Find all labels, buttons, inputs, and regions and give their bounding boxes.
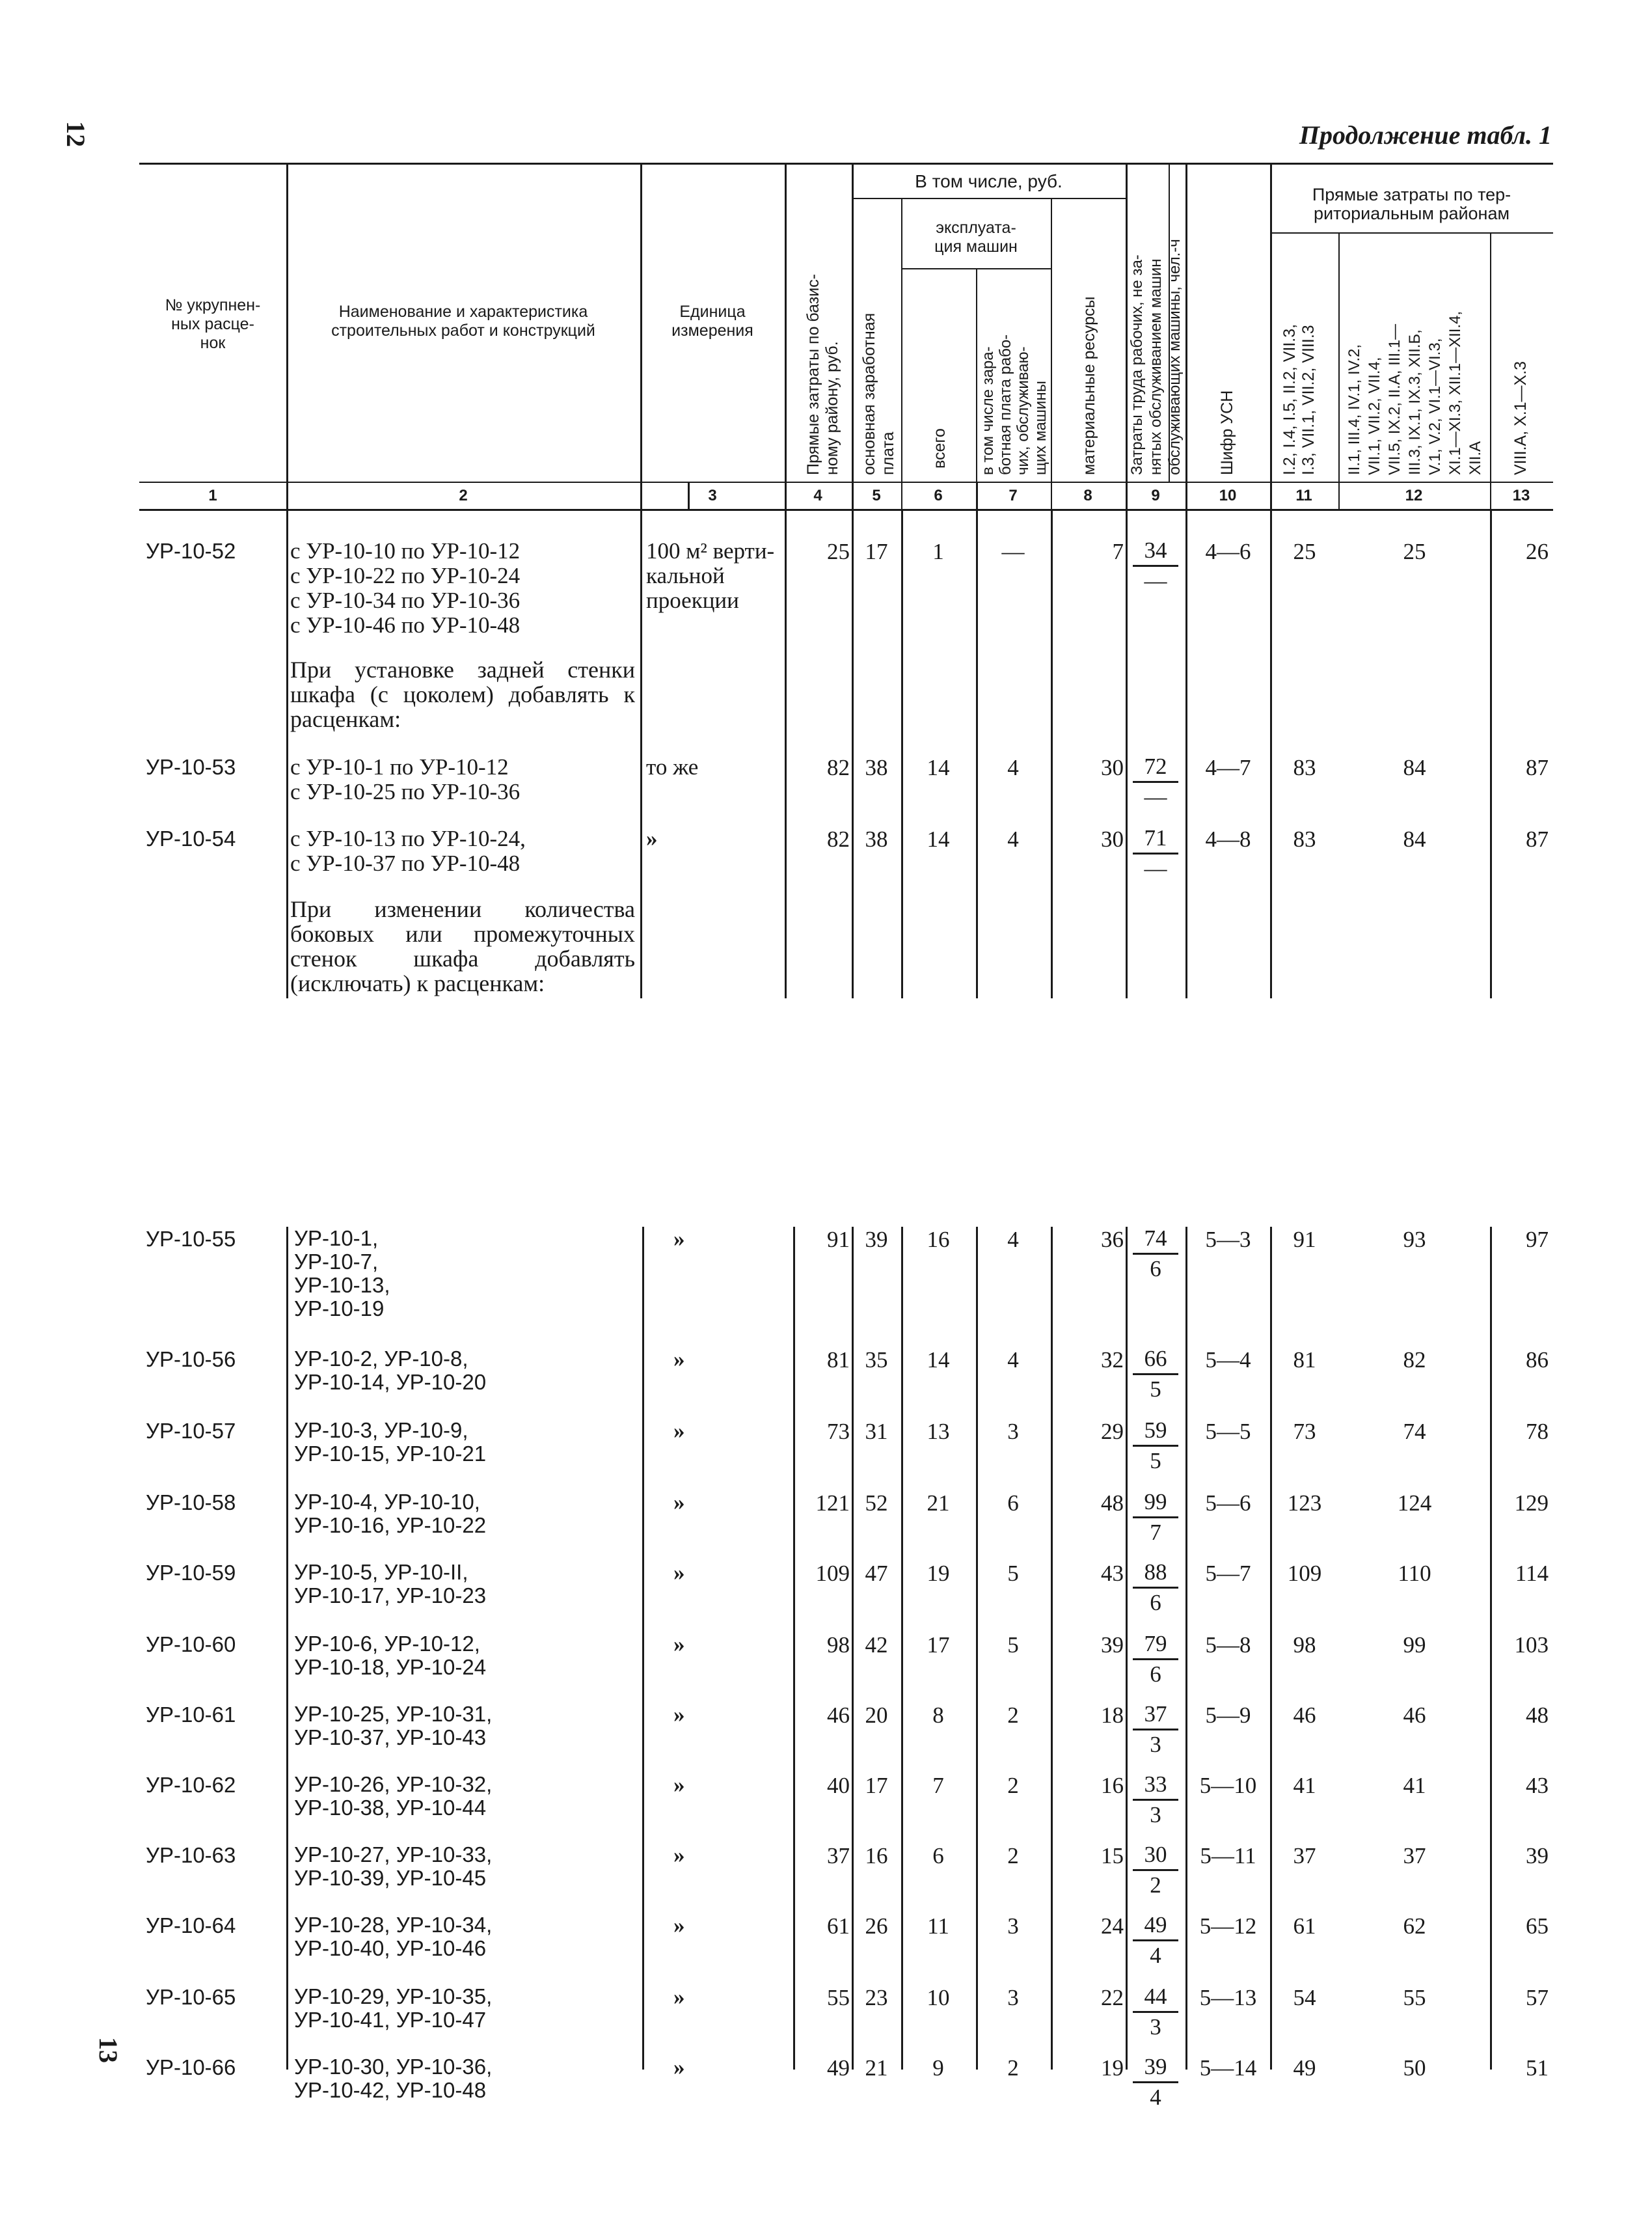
cell-c10: 5—4 [1205, 1347, 1251, 1373]
labor-machinists: — [1144, 784, 1167, 810]
cell-c13: 87 [1526, 755, 1549, 780]
unit-of-measure: » [673, 1347, 685, 1372]
header-col5: основная заработная плата [860, 312, 897, 475]
header-col8: материальные ресурсы [1080, 296, 1098, 475]
cell-c13: 103 [1514, 1632, 1549, 1658]
cell-c8: 36 [1101, 1227, 1124, 1252]
cell-c12: 46 [1403, 1703, 1426, 1728]
header-vline [1185, 164, 1187, 509]
column-line [976, 483, 978, 510]
rate-code: УР-10-61 [146, 1703, 236, 1727]
cell-c6: 17 [927, 1632, 950, 1658]
cell-c6: 14 [927, 755, 950, 780]
column-line [1126, 1227, 1128, 2070]
labor-workers: 30 [1144, 1842, 1167, 1867]
cell-c13: 97 [1526, 1227, 1549, 1252]
cell-c8: 30 [1101, 827, 1124, 852]
labor-workers: 88 [1144, 1559, 1167, 1585]
cell-c5: 52 [865, 1490, 888, 1516]
work-description: УР-10-5, УР-10-II, УР-10-17, УР-10-23 [294, 1560, 487, 1607]
header-col12: II.1, III.4, IV.1, IV.2, VII.1, VII.2, VII.4, VII.5, IX.2, II.A, III.1— III.3, IX.1, IX.3, XII.Б, V.1, V.2, VI.1—VI.3, XI.1—XI.3, XII.1—XII.4, XII.A [1346, 310, 1484, 475]
cell-c4: 40 [827, 1773, 850, 1798]
cell-c6: 19 [927, 1561, 950, 1586]
unit-of-measure: » [673, 1702, 685, 1727]
cell-c12: 93 [1403, 1227, 1426, 1252]
cell-c12: 124 [1397, 1490, 1432, 1516]
cell-c5: 21 [865, 2055, 888, 2081]
unit-of-measure: то же [646, 754, 699, 780]
work-description: УР-10-1, УР-10-7, УР-10-13, УР-10-19 [294, 1226, 390, 1320]
incl-group-rule [852, 198, 1126, 199]
cell-c6: 21 [927, 1490, 950, 1516]
column-line [286, 510, 288, 998]
cell-c11: 83 [1293, 827, 1316, 852]
labor-machinists: 7 [1150, 1520, 1161, 1545]
cell-c4: 82 [827, 827, 850, 852]
cell-c8: 16 [1101, 1773, 1124, 1798]
cell-c8: 39 [1101, 1632, 1124, 1658]
cell-c12: 25 [1403, 539, 1426, 564]
cell-c5: 47 [865, 1561, 888, 1586]
column-line [976, 510, 978, 998]
cell-c7: 3 [1007, 1419, 1019, 1444]
cell-c7: 5 [1007, 1561, 1019, 1586]
unit-of-measure: » [673, 2055, 685, 2080]
labor-machinists: 4 [1150, 2085, 1161, 2110]
note-back-wall: При установке задней стенки шкафа (с цоколем) добавлять к расценкам: [290, 657, 635, 732]
cell-c10: 5—7 [1205, 1561, 1251, 1586]
labor-cost-fraction [1130, 536, 1182, 595]
labor-cost-fraction [1130, 1224, 1182, 1283]
column-line [1126, 510, 1128, 998]
cell-c12: 99 [1403, 1632, 1426, 1658]
cell-c11: 73 [1293, 1419, 1316, 1444]
cell-c4: 121 [815, 1490, 850, 1516]
work-description: УР-10-30, УР-10-36, УР-10-42, УР-10-48 [294, 2055, 493, 2102]
header-group-incl: В том числе, руб. [915, 171, 1063, 191]
labor-machinists: 3 [1150, 1802, 1161, 1827]
cell-c12: 82 [1403, 1347, 1426, 1373]
cell-c13: 51 [1526, 2055, 1549, 2081]
cell-c8: 22 [1101, 1985, 1124, 2010]
cell-c6: 11 [927, 1913, 949, 1939]
header-col13: VIII.A, X.1—X.3 [1511, 361, 1530, 475]
cell-c4: 82 [827, 755, 850, 780]
labor-machinists: 3 [1150, 1732, 1161, 1757]
unit-of-measure: 100 м² верти- кальной проекции [646, 538, 775, 613]
regions-group-rule [1270, 232, 1553, 234]
cell-c11: 41 [1293, 1773, 1316, 1798]
column-number: 9 [1151, 487, 1160, 504]
column-number: 4 [813, 487, 822, 504]
cell-c4: 37 [827, 1843, 850, 1868]
header-col4: Прямые затраты по базис- ному району, руб. [804, 273, 841, 475]
labor-workers: 71 [1144, 825, 1167, 851]
cell-c8: 43 [1101, 1561, 1124, 1586]
labor-workers: 44 [1144, 1984, 1167, 2009]
labor-workers: 79 [1144, 1631, 1167, 1656]
column-line [286, 1227, 288, 2070]
labor-workers: 66 [1144, 1346, 1167, 1371]
cell-c10: 5—13 [1199, 1985, 1257, 2010]
cell-c10: 4—7 [1205, 755, 1251, 780]
rate-code: УР-10-64 [146, 1913, 236, 1937]
labor-workers: 59 [1144, 1417, 1167, 1443]
labor-machinists: 6 [1150, 1590, 1161, 1615]
cell-c10: 5—5 [1205, 1419, 1251, 1444]
cell-c5: 31 [865, 1419, 888, 1444]
cell-c11: 109 [1287, 1561, 1322, 1586]
cell-c12: 84 [1403, 827, 1426, 852]
column-number: 12 [1405, 487, 1423, 504]
column-number: 10 [1219, 487, 1237, 504]
column-number: 3 [708, 487, 717, 504]
continuation-title: Продолжение табл. 1 [1299, 120, 1552, 150]
rate-code: УР-10-57 [146, 1419, 236, 1443]
cell-c5: 35 [865, 1347, 888, 1373]
header-col9: Затраты труда рабочих, не за- нятых обслуживанием машин обслуживающих машины, чел.-ч [1128, 239, 1184, 475]
cell-c12: 74 [1403, 1419, 1426, 1444]
unit-of-measure: » [673, 1984, 685, 2010]
cell-c4: 55 [827, 1985, 850, 2010]
labor-machinists: — [1144, 568, 1167, 594]
cell-c7: 4 [1007, 827, 1019, 852]
column-number: 6 [934, 487, 943, 504]
labor-cost-fraction [1130, 1700, 1182, 1759]
cell-c4: 49 [827, 2055, 850, 2081]
cell-c8: 15 [1101, 1843, 1124, 1868]
column-line [852, 510, 854, 998]
cell-c10: 5—3 [1205, 1227, 1251, 1252]
rate-code: УР-10-65 [146, 1985, 236, 2009]
cell-c5: 38 [865, 755, 888, 780]
cell-c13: 57 [1526, 1985, 1549, 2010]
cell-c11: 61 [1293, 1913, 1316, 1939]
cell-c11: 81 [1293, 1347, 1316, 1373]
cell-c7: 3 [1007, 1985, 1019, 2010]
cell-c12: 62 [1403, 1913, 1426, 1939]
cell-c6: 1 [932, 539, 944, 564]
work-description: с УР-10-13 по УР-10-24, с УР-10-37 по УР-10-48 [290, 826, 526, 876]
work-description: с УР-10-1 по УР-10-12 с УР-10-25 по УР-10-36 [290, 754, 521, 804]
cell-c11: 91 [1293, 1227, 1316, 1252]
labor-cost-fraction [1130, 1488, 1182, 1547]
unit-of-measure: » [673, 1913, 685, 1938]
labor-cost-fraction [1130, 2053, 1182, 2112]
labor-machinists: 6 [1150, 1661, 1161, 1687]
cell-c6: 7 [932, 1773, 944, 1798]
cell-c8: 29 [1101, 1419, 1124, 1444]
cell-c10: 5—10 [1199, 1773, 1257, 1798]
cell-c6: 13 [927, 1419, 950, 1444]
cell-c13: 87 [1526, 827, 1549, 852]
header-col11: I.2, I.4, I.5, II.2, VII.3, I.3, VII.1, VII.2, VIII.3 [1280, 323, 1318, 475]
cell-c8: 18 [1101, 1703, 1124, 1728]
cell-c5: 39 [865, 1227, 888, 1252]
cell-c6: 14 [927, 1347, 950, 1373]
cell-c4: 73 [827, 1419, 850, 1444]
cell-c6: 9 [932, 2055, 944, 2081]
cell-c12: 41 [1403, 1773, 1426, 1798]
rate-code: УР-10-53 [146, 755, 236, 779]
labor-cost-fraction [1130, 1911, 1182, 1970]
note-side-walls: При изменении количества боковых или промежуточных стенок шкафа добавлять (исключать) к расценкам: [290, 896, 635, 996]
column-line [1185, 510, 1187, 998]
cell-c5: 26 [865, 1913, 888, 1939]
cell-c13: 86 [1526, 1347, 1549, 1373]
cell-c8: 32 [1101, 1347, 1124, 1373]
cell-c12: 50 [1403, 2055, 1426, 2081]
cell-c6: 14 [927, 827, 950, 852]
unit-of-measure: » [673, 1560, 685, 1585]
labor-cost-fraction [1130, 1558, 1182, 1617]
cell-c13: 43 [1526, 1773, 1549, 1798]
labor-machinists: 6 [1150, 1256, 1161, 1281]
labor-cost-fraction [1130, 824, 1182, 883]
labor-cost-fraction [1130, 1416, 1182, 1475]
header-col2: Наименование и характеристика строительных работ и конструкций [331, 303, 595, 340]
column-number: 1 [208, 487, 217, 504]
header-mid-rule [139, 482, 1553, 483]
column-line [642, 1227, 644, 2070]
labor-machinists: 2 [1150, 1872, 1161, 1898]
cell-c8: 24 [1101, 1913, 1124, 1939]
work-description: УР-10-2, УР-10-8, УР-10-14, УР-10-20 [294, 1347, 487, 1394]
column-line [1051, 510, 1053, 998]
cell-c11: 25 [1293, 539, 1316, 564]
cell-c7: 6 [1007, 1490, 1019, 1516]
work-description: УР-10-4, УР-10-10, УР-10-16, УР-10-22 [294, 1490, 487, 1537]
cell-c12: 55 [1403, 1985, 1426, 2010]
cell-c12: 110 [1398, 1561, 1431, 1586]
unit-of-measure: » [673, 1842, 685, 1868]
rate-code: УР-10-60 [146, 1632, 236, 1656]
cell-c8: 7 [1112, 539, 1124, 564]
labor-workers: 99 [1144, 1489, 1167, 1514]
labor-machinists: 5 [1150, 1376, 1161, 1402]
cell-c5: 17 [865, 1773, 888, 1798]
cell-c13: 129 [1514, 1490, 1549, 1516]
cell-c5: 42 [865, 1632, 888, 1658]
cell-c7: 5 [1007, 1632, 1019, 1658]
column-line [1490, 510, 1492, 998]
labor-cost-fraction [1130, 1840, 1182, 1900]
cell-c7: 4 [1007, 1347, 1019, 1373]
work-description: УР-10-6, УР-10-12, УР-10-18, УР-10-24 [294, 1632, 487, 1679]
cell-c8: 19 [1101, 2055, 1124, 2081]
column-number: 13 [1512, 487, 1530, 504]
cell-c10: 5—11 [1200, 1843, 1256, 1868]
cell-c13: 26 [1526, 539, 1549, 564]
header-col1: № укрупнен- ных расце- нок [165, 296, 261, 352]
labor-workers: 37 [1144, 1701, 1167, 1727]
header-col10: Шифр УСН [1218, 390, 1236, 475]
header-vline [852, 164, 854, 509]
header-col7: в том числе зара- ботная плата рабо- чих, обслуживаю- щих машины [979, 334, 1049, 475]
cell-c10: 5—14 [1199, 2055, 1257, 2081]
cell-c10: 5—8 [1205, 1632, 1251, 1658]
cell-c11: 49 [1293, 2055, 1316, 2081]
cell-c13: 48 [1526, 1703, 1549, 1728]
cell-c5: 38 [865, 827, 888, 852]
header-vline [1490, 234, 1491, 509]
cell-c4: 81 [827, 1347, 850, 1373]
labor-workers: 72 [1144, 754, 1167, 779]
cell-c7: 3 [1007, 1913, 1019, 1939]
cell-c8: 48 [1101, 1490, 1124, 1516]
cell-c12: 84 [1403, 755, 1426, 780]
rate-code: УР-10-58 [146, 1490, 236, 1514]
cell-c7: 4 [1007, 1227, 1019, 1252]
cell-c5: 23 [865, 1985, 888, 2010]
header-col3: Единица измерения [671, 303, 753, 340]
column-line [688, 483, 690, 510]
cell-c8: 30 [1101, 755, 1124, 780]
rate-code: УР-10-62 [146, 1773, 236, 1797]
work-description: с УР-10-10 по УР-10-12 с УР-10-22 по УР-10-24 с УР-10-34 по УР-10-36 с УР-10-46 по УР-10-48 [290, 538, 521, 638]
cell-c13: 114 [1515, 1561, 1549, 1586]
cell-c7: 2 [1007, 1703, 1019, 1728]
cell-c7: — [1001, 539, 1025, 564]
labor-machinists: — [1144, 856, 1167, 881]
cell-c11: 83 [1293, 755, 1316, 780]
cell-c13: 78 [1526, 1419, 1549, 1444]
unit-of-measure: » [673, 1632, 685, 1657]
rate-code: УР-10-55 [146, 1227, 236, 1251]
header-vline [1051, 199, 1052, 509]
labor-cost-fraction [1130, 1982, 1182, 2042]
cell-c6: 6 [932, 1843, 944, 1868]
cell-c4: 61 [827, 1913, 850, 1939]
cell-c7: 2 [1007, 1843, 1019, 1868]
cell-c7: 4 [1007, 755, 1019, 780]
cell-c4: 46 [827, 1703, 850, 1728]
work-description: УР-10-3, УР-10-9, УР-10-15, УР-10-21 [294, 1418, 487, 1466]
rate-code: УР-10-59 [146, 1561, 236, 1585]
labor-machinists: 5 [1150, 1448, 1161, 1473]
cell-c10: 4—8 [1205, 827, 1251, 852]
labor-machinists: 4 [1150, 1943, 1161, 1968]
header-col6: всего [930, 428, 949, 469]
cell-c13: 39 [1526, 1843, 1549, 1868]
labor-workers: 39 [1144, 2054, 1167, 2079]
column-number: 11 [1295, 487, 1312, 504]
unit-of-measure: » [646, 826, 658, 851]
cell-c12: 37 [1403, 1843, 1426, 1868]
cell-c13: 65 [1526, 1913, 1549, 1939]
cell-c6: 16 [927, 1227, 950, 1252]
header-group-machines: эксплуата- ция машин [934, 219, 1018, 256]
labor-workers: 34 [1144, 538, 1167, 563]
cell-c4: 25 [827, 539, 850, 564]
cell-c11: 37 [1293, 1843, 1316, 1868]
rate-code: УР-10-52 [146, 539, 236, 563]
labor-cost-fraction [1130, 1345, 1182, 1404]
rate-code: УР-10-56 [146, 1347, 236, 1371]
work-description: УР-10-25, УР-10-31, УР-10-37, УР-10-43 [294, 1702, 493, 1749]
cell-c5: 20 [865, 1703, 888, 1728]
cell-c6: 10 [927, 1985, 950, 2010]
cell-c10: 5—9 [1205, 1703, 1251, 1728]
cell-c10: 5—12 [1199, 1913, 1257, 1939]
cell-c11: 46 [1293, 1703, 1316, 1728]
cell-c4: 91 [827, 1227, 850, 1252]
cell-c11: 54 [1293, 1985, 1316, 2010]
labor-workers: 74 [1144, 1225, 1167, 1251]
cell-c4: 109 [815, 1561, 850, 1586]
column-number: 8 [1083, 487, 1092, 504]
header-top-rule [139, 163, 1553, 165]
labor-cost-fraction [1130, 1770, 1182, 1829]
header-vline [785, 164, 787, 509]
column-number: 2 [459, 487, 468, 504]
work-description: УР-10-26, УР-10-32, УР-10-38, УР-10-44 [294, 1772, 493, 1820]
rate-code: УР-10-66 [146, 2055, 236, 2079]
labor-workers: 49 [1144, 1912, 1167, 1937]
unit-of-measure: » [673, 1490, 685, 1515]
header-group-regions: Прямые затраты по тер- риториальным районам [1312, 185, 1511, 223]
rate-code: УР-10-54 [146, 827, 236, 851]
page-number-left: 12 [61, 121, 90, 147]
work-description: УР-10-28, УР-10-34, УР-10-40, УР-10-46 [294, 1913, 493, 1960]
unit-of-measure: » [673, 1226, 685, 1251]
cell-c4: 98 [827, 1632, 850, 1658]
column-number: 5 [872, 487, 881, 504]
header-vline [976, 269, 977, 509]
column-line [640, 510, 642, 998]
header-bottom-rule [139, 509, 1553, 511]
column-line [901, 510, 903, 998]
cell-c11: 98 [1293, 1632, 1316, 1658]
work-description: УР-10-29, УР-10-35, УР-10-41, УР-10-47 [294, 1984, 493, 2032]
column-line [1270, 510, 1272, 998]
work-description: УР-10-27, УР-10-33, УР-10-39, УР-10-45 [294, 1842, 493, 1890]
cell-c6: 8 [932, 1703, 944, 1728]
page-number-right: 13 [94, 2037, 123, 2063]
column-line [785, 510, 787, 998]
unit-of-measure: » [673, 1772, 685, 1798]
labor-cost-fraction [1130, 1630, 1182, 1689]
cell-c5: 16 [865, 1843, 888, 1868]
cell-c11: 123 [1287, 1490, 1322, 1516]
rate-code: УР-10-63 [146, 1843, 236, 1867]
cell-c7: 2 [1007, 2055, 1019, 2081]
header-vline [1338, 234, 1340, 509]
labor-cost-fraction [1130, 752, 1182, 812]
unit-of-measure: » [673, 1418, 685, 1443]
cell-c5: 17 [865, 539, 888, 564]
cell-c10: 4—6 [1205, 539, 1251, 564]
cell-c10: 5—6 [1205, 1490, 1251, 1516]
column-number: 7 [1009, 487, 1018, 504]
labor-machinists: 3 [1150, 2014, 1161, 2040]
cell-c7: 2 [1007, 1773, 1019, 1798]
labor-workers: 33 [1144, 1771, 1167, 1797]
